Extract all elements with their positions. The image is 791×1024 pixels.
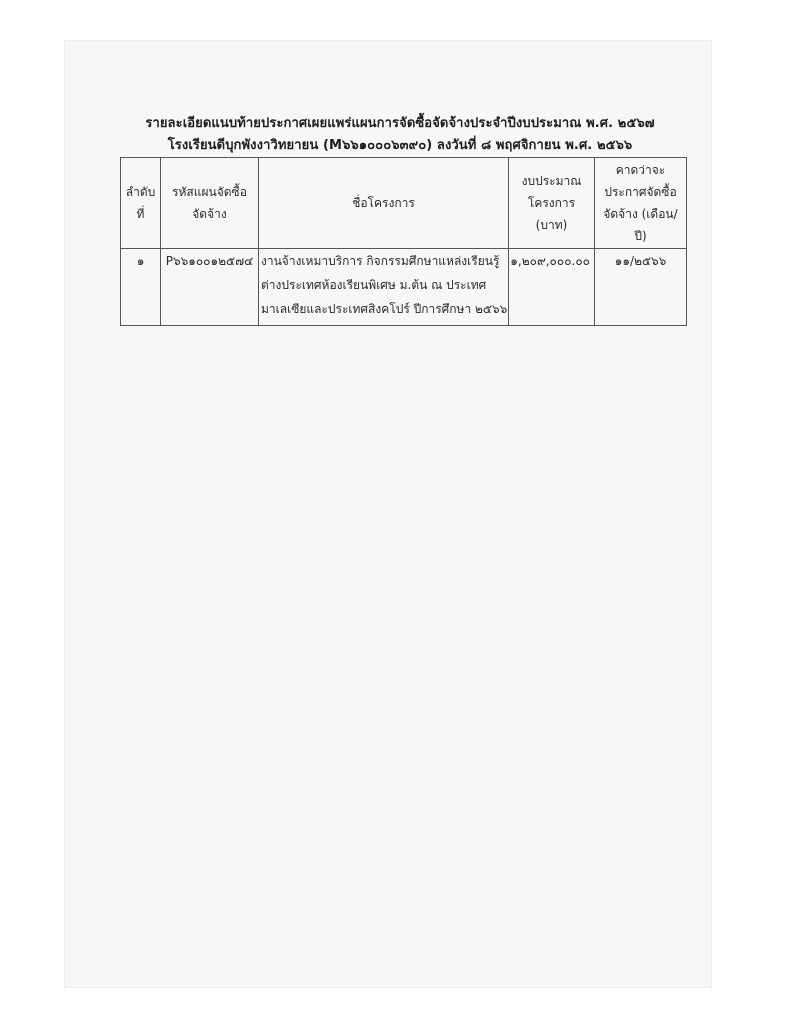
row-no: ๑ xyxy=(121,249,161,326)
row-expected-month: ๑๑/๒๕๖๖ xyxy=(595,249,687,326)
row-plan-code: P๖๖๑๐๐๑๒๕๗๔ xyxy=(161,249,259,326)
row-budget: ๑,๒๐๙,๐๐๐.๐๐ xyxy=(509,249,595,326)
header-no: ลำดับที่ xyxy=(121,158,161,249)
document-title: รายละเอียดแนบท้ายประกาศเผยแพร่แผนการจัดซื้อจัดจ้างประจำปีงบประมาณ พ.ศ. ๒๕๖๗ xyxy=(145,116,655,131)
document-subtitle: โรงเรียนดีบุกพังงาวิทยายน (M๖๖๑๐๐๐๖๓๙๐) ลงวันที่ ๘ พฤศจิกายน พ.ศ. ๒๕๖๖ xyxy=(167,138,633,153)
row-project-name: งานจ้างเหมาบริการ กิจกรรมศึกษาแหล่งเรียนรู้ต่างประเทศห้องเรียนพิเศษ ม.ต้น ณ ประเทศมาเลเซียและประเทศสิงคโปร์ ปีการศึกษา ๒๕๖๖ xyxy=(259,249,509,326)
header-plan-code: รหัสแผนจัดซื้อจัดจ้าง xyxy=(161,158,259,249)
table-row xyxy=(121,249,687,326)
header-project-name: ชื่อโครงการ xyxy=(259,158,509,249)
header-budget: งบประมาณโครงการ (บาท) xyxy=(509,158,595,249)
table-header-row xyxy=(121,158,687,249)
header-expected-month: คาดว่าจะประกาศจัดซื้อจัดจ้าง (เดือน/ปี) xyxy=(595,158,687,249)
procurement-plan-table xyxy=(120,157,687,326)
